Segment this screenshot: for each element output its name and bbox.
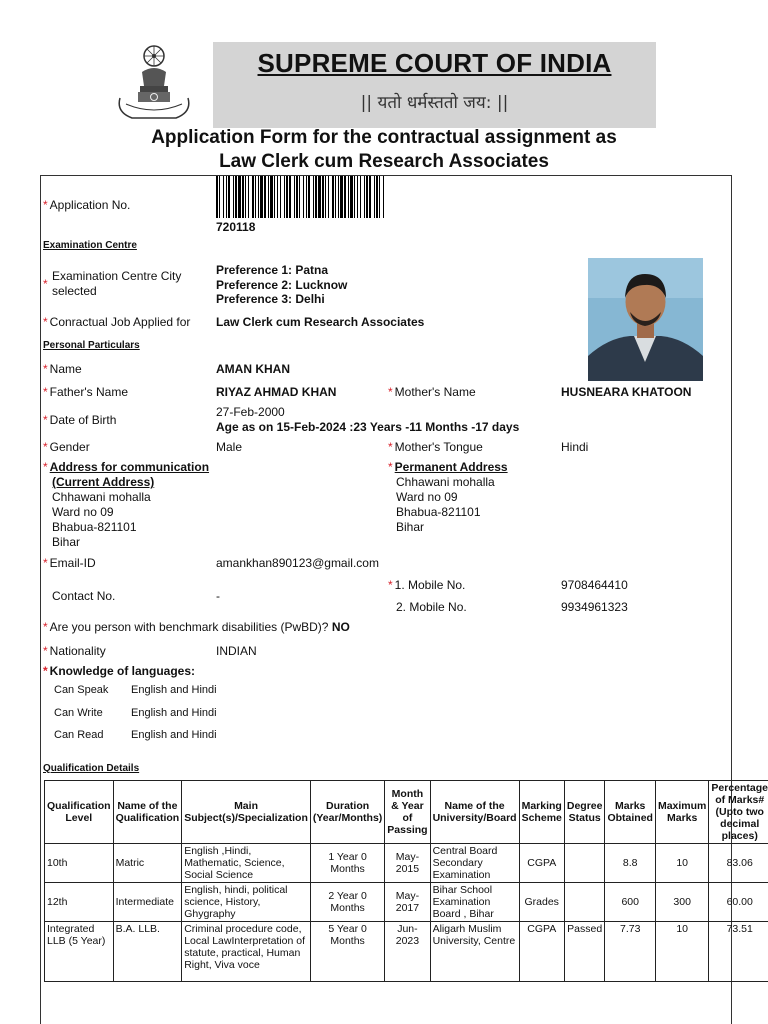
barcode-bar — [233, 176, 234, 218]
barcode-bar — [318, 176, 321, 218]
header-cell: Percentage of Marks# (Upto two decimal places) — [709, 781, 768, 844]
nationality-label: * Nationality — [43, 644, 106, 658]
barcode-bar — [308, 176, 310, 218]
barcode-bar — [289, 176, 291, 218]
barcode-bar — [338, 176, 339, 218]
barcode-bar — [369, 176, 371, 218]
header-cell: Name of the University/Board — [430, 781, 519, 844]
header-cell: Qualification Level — [45, 781, 114, 844]
nationality-value: INDIAN — [216, 644, 257, 658]
current-address-label-2: (Current Address) — [52, 475, 155, 489]
mobile2-value: 9934961323 — [561, 600, 628, 614]
header-cell: Month & Year of Passing — [385, 781, 430, 844]
barcode-bar — [374, 176, 375, 218]
barcode-bar — [379, 176, 380, 218]
barcode-bar — [280, 176, 281, 218]
barcode-bar — [364, 176, 365, 218]
barcode-bar — [322, 176, 324, 218]
table-row: 10th Matric English ,Hindi, Mathematic, Science, Social Science 1 Year 0 Months May-2015 Central Board Secondary Examination CGPA 8.8 10 83.06 — [45, 844, 768, 883]
preference-2: Preference 2: Lucknow — [216, 277, 348, 292]
court-banner — [213, 42, 656, 128]
barcode-bar — [315, 176, 317, 218]
name-value: AMAN KHAN — [216, 362, 290, 376]
job-label: * Conractual Job Applied for — [43, 315, 191, 329]
barcode-bar — [350, 176, 353, 218]
barcode-bar — [383, 176, 384, 218]
barcode-bar — [242, 176, 244, 218]
barcode-bar — [340, 176, 343, 218]
contact-value: - — [216, 589, 220, 603]
lang-read-value: English and Hindi — [131, 729, 217, 741]
mother-tongue-value: Hindi — [561, 440, 589, 454]
lang-write-label: Can Write — [54, 707, 103, 719]
barcode — [216, 176, 386, 218]
preference-3: Preference 3: Delhi — [216, 292, 325, 306]
header-cell: Marking Scheme — [519, 781, 564, 844]
barcode-bar — [296, 176, 298, 218]
barcode-bar — [238, 176, 241, 218]
application-number: 720118 — [216, 220, 256, 234]
barcode-bar — [313, 176, 314, 218]
mother-tongue-label: * Mother's Tongue — [388, 440, 483, 454]
applicant-photo — [588, 258, 703, 381]
form-title-line2: Law Clerk cum Research Associates — [219, 151, 549, 172]
mother-name-label: * Mother's Name — [388, 385, 476, 399]
permanent-address: Chhawani mohalla Ward no 09 Bhabua-821101 Bihar — [396, 475, 495, 534]
father-name-value: RIYAZ AHMAD KHAN — [216, 385, 337, 399]
required-mark: * — [43, 277, 48, 291]
barcode-bar — [270, 176, 273, 218]
barcode-bar — [286, 176, 288, 218]
section-personal: Personal Particulars — [43, 340, 140, 351]
gender-value: Male — [216, 440, 243, 454]
lang-speak-label: Can Speak — [54, 684, 109, 696]
barcode-bar — [248, 176, 249, 218]
barcode-bar — [260, 176, 263, 218]
pwbd-value: NO — [331, 620, 350, 634]
barcode-bar — [325, 176, 326, 218]
application-no-label: * Application No. — [43, 198, 131, 212]
barcode-bar — [245, 176, 246, 218]
lang-write-value: English and Hindi — [131, 707, 217, 719]
mobile1-value: 9708464410 — [561, 578, 628, 592]
email-value: amankhan890123@gmail.com — [216, 556, 379, 570]
form-title-line1: Application Form for the contractual assignment as — [151, 127, 617, 148]
court-name: SUPREME COURT OF INDIA — [257, 48, 612, 78]
barcode-bar — [328, 176, 329, 218]
job-value: Law Clerk cum Research Associates — [216, 315, 425, 329]
barcode-bar — [268, 176, 269, 218]
lang-speak-value: English and Hindi — [131, 684, 217, 696]
mother-name-value: HUSNEARA KHATOON — [561, 385, 692, 399]
age-value: Age as on 15-Feb-2024 :23 Years -11 Months -17 days — [216, 420, 520, 434]
header-cell: Marks Obtained — [605, 781, 656, 844]
table-header-row — [45, 781, 768, 844]
barcode-bar — [299, 176, 300, 218]
header-cell: Degree Status — [564, 781, 605, 844]
contact-label: Contact No. — [52, 589, 116, 603]
ashoka-emblem-icon — [112, 42, 196, 126]
current-address: Chhawani mohalla Ward no 09 Bhabua-821101 Bihar — [52, 490, 151, 549]
mobile2-label: 2. Mobile No. — [396, 600, 467, 614]
dob-label: * Date of Birth — [43, 413, 117, 427]
barcode-bar — [366, 176, 368, 218]
barcode-bar — [252, 176, 254, 218]
barcode-bar — [376, 176, 378, 218]
mobile1-label: * 1. Mobile No. — [388, 578, 466, 592]
section-exam-centre: Examination Centre — [43, 240, 137, 251]
header-cell: Maximum Marks — [655, 781, 708, 844]
languages-label: * Knowledge of languages: — [43, 664, 196, 678]
lang-read-label: Can Read — [54, 729, 104, 741]
barcode-bar — [219, 176, 220, 218]
barcode-bar — [216, 176, 218, 218]
barcode-bar — [258, 176, 259, 218]
header-cell: Name of the Qualification — [113, 781, 182, 844]
name-label: * Name — [43, 362, 82, 376]
barcode-bar — [255, 176, 256, 218]
father-name-label: * Father's Name — [43, 385, 128, 399]
barcode-bar — [228, 176, 230, 218]
barcode-bar — [303, 176, 304, 218]
exam-centre-preferences — [216, 263, 347, 307]
gender-label: * Gender — [43, 440, 90, 454]
barcode-bar — [306, 176, 307, 218]
exam-centre-label: Examination Centre City selected — [52, 269, 182, 298]
preference-1: Preference 1: Patna — [216, 263, 329, 277]
permanent-address-label: * Permanent Address — [388, 460, 508, 474]
qualification-table — [44, 780, 768, 982]
dob-value: 27-Feb-2000 — [216, 405, 285, 419]
header-cell: Duration (Year/Months) — [310, 781, 384, 844]
header-cell: Main Subject(s)/Specialization — [182, 781, 311, 844]
table-row: 12th Intermediate English, hindi, political science, History, Ghygraphy 2 Year 0 Months May-2017 Bihar School Examination Board , Bihar Grades 600 300 60.00 — [45, 883, 768, 922]
current-address-label: * Address for communication — [43, 460, 210, 474]
barcode-bar — [223, 176, 224, 218]
barcode-bar — [354, 176, 355, 218]
barcode-bar — [235, 176, 237, 218]
barcode-bar — [274, 176, 275, 218]
barcode-bar — [344, 176, 346, 218]
barcode-bar — [294, 176, 295, 218]
barcode-bar — [226, 176, 227, 218]
barcode-bar — [264, 176, 266, 218]
barcode-bar — [360, 176, 361, 218]
pwbd-label: * Are you person with benchmark disabilities (PwBD)? NO — [43, 620, 350, 634]
barcode-bar — [332, 176, 334, 218]
email-label: * Email-ID — [43, 556, 96, 570]
court-motto: || यतो धर्मस्ततो जय: || — [360, 93, 509, 113]
barcode-bar — [284, 176, 285, 218]
barcode-bar — [357, 176, 358, 218]
section-qualification: Qualification Details — [43, 763, 140, 774]
barcode-bar — [335, 176, 336, 218]
table-row: Integrated LLB (5 Year) B.A. LLB. Criminal procedure code, Local LawInterpretation of statute, practical, Human Right, Viva voce 5 Year 0 Months Jun-2023 Aligarh Muslim University, Centre CGPA Passed 7.73 10 73.51 — [45, 922, 768, 982]
barcode-bar — [277, 176, 278, 218]
barcode-bar — [348, 176, 349, 218]
